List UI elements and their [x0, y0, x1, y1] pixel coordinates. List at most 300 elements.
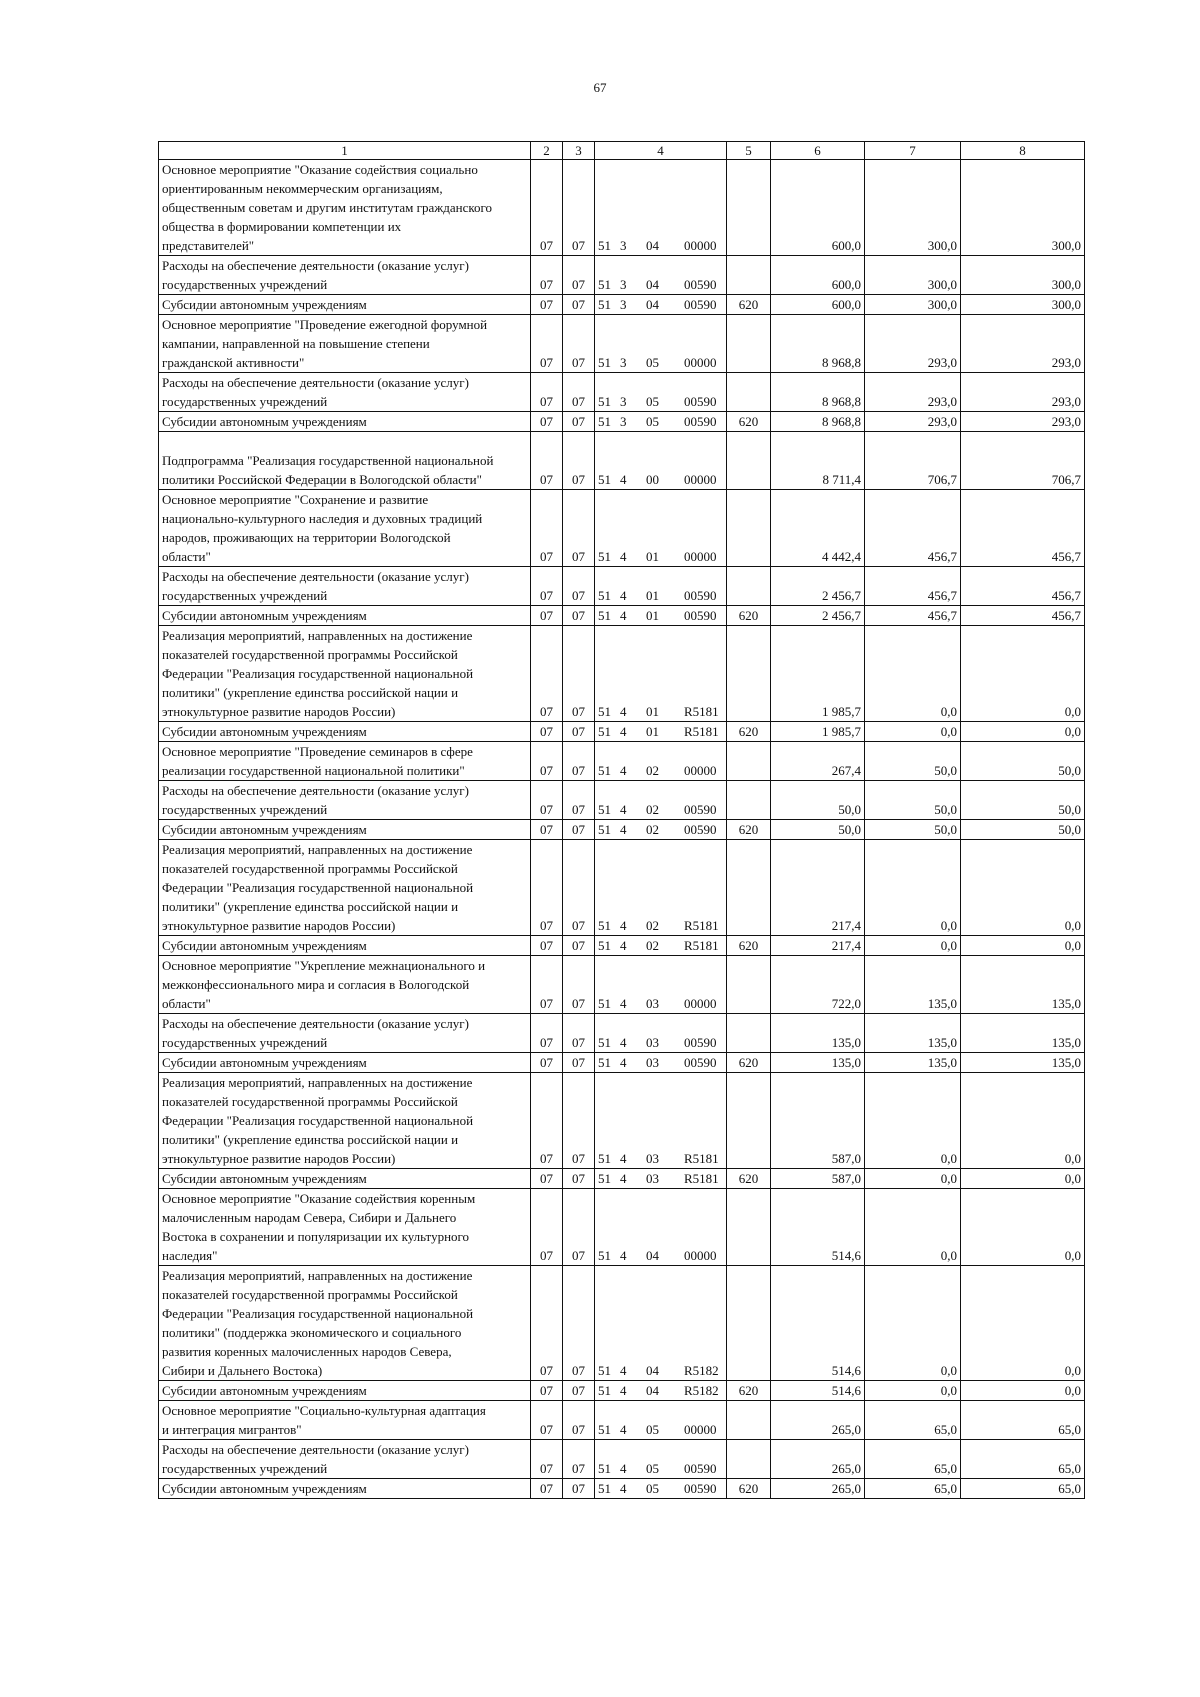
expense-type-code [727, 1073, 771, 1169]
event-code: 03 [646, 1035, 659, 1050]
header-col-3: 3 [563, 142, 595, 160]
event-code: 04 [646, 238, 659, 253]
amount-col-8: 0,0 [961, 1381, 1085, 1401]
program-code: 51 [598, 588, 611, 603]
section-code: 07 [531, 1053, 563, 1073]
subsection-code: 07 [563, 373, 595, 412]
table-row [159, 1189, 1085, 1266]
subsection-code: 07 [563, 840, 595, 936]
row-description: Субсидии автономным учреждениям [159, 1381, 531, 1401]
table-row [159, 567, 1085, 606]
section-code: 07 [531, 1440, 563, 1479]
section-code: 07 [531, 1401, 563, 1440]
table-row [159, 256, 1085, 295]
subsection-code: 07 [563, 1479, 595, 1499]
expense-code: 00590 [684, 1035, 717, 1050]
section-code: 07 [531, 160, 563, 256]
section-code: 07 [531, 840, 563, 936]
program-code: 51 [598, 277, 611, 292]
amount-col-6: 587,0 [771, 1073, 865, 1169]
amount-col-6: 265,0 [771, 1440, 865, 1479]
row-description: Реализация мероприятий, направленных на достижение показателей государственной программы Российской Федерации "Реализация государственной национальной политики" (поддержка экономического и социального развития коренных малочисленных народов Севера, Сибири и Дальнего Востока) [159, 1266, 531, 1381]
amount-col-6: 8 968,8 [771, 373, 865, 412]
subsection-code: 07 [563, 606, 595, 626]
expense-code: 00590 [684, 394, 717, 409]
amount-col-6: 722,0 [771, 956, 865, 1014]
target-article-code [595, 742, 727, 781]
amount-col-6: 514,6 [771, 1381, 865, 1401]
expense-code: R5181 [684, 938, 719, 953]
target-article-code [595, 295, 727, 315]
section-code: 07 [531, 567, 563, 606]
section-code: 07 [531, 626, 563, 722]
expense-type-code: 620 [727, 820, 771, 840]
amount-col-7: 0,0 [865, 1189, 961, 1266]
subsection-code: 07 [563, 1381, 595, 1401]
subprogram-code: 3 [620, 414, 627, 429]
event-code: 03 [646, 1055, 659, 1070]
subsection-code: 07 [563, 1073, 595, 1169]
row-description: Основное мероприятие "Проведение семинаров в сфере реализации государственной национальной политики" [159, 742, 531, 781]
amount-col-6: 8 711,4 [771, 432, 865, 490]
amount-col-6: 600,0 [771, 295, 865, 315]
target-article-code [595, 722, 727, 742]
amount-col-6: 265,0 [771, 1479, 865, 1499]
event-code: 05 [646, 355, 659, 370]
subprogram-code: 4 [620, 938, 627, 953]
row-description: Субсидии автономным учреждениям [159, 1169, 531, 1189]
target-article-code [595, 490, 727, 567]
subprogram-code: 4 [620, 996, 627, 1011]
subprogram-code: 3 [620, 238, 627, 253]
target-article-code [595, 936, 727, 956]
expense-type-code [727, 840, 771, 936]
header-col-7: 7 [865, 142, 961, 160]
subsection-code: 07 [563, 412, 595, 432]
target-article-code [595, 820, 727, 840]
section-code: 07 [531, 1014, 563, 1053]
event-code: 01 [646, 608, 659, 623]
table-body [159, 160, 1085, 1499]
subprogram-code: 4 [620, 763, 627, 778]
amount-col-7: 0,0 [865, 840, 961, 936]
amount-col-7: 0,0 [865, 936, 961, 956]
row-description: Основное мероприятие "Социально-культурная адаптация и интеграция мигрантов" [159, 1401, 531, 1440]
expense-code: 00590 [684, 802, 717, 817]
amount-col-7: 0,0 [865, 1266, 961, 1381]
amount-col-8: 0,0 [961, 626, 1085, 722]
subsection-code: 07 [563, 1053, 595, 1073]
table-row [159, 373, 1085, 412]
subsection-code: 07 [563, 315, 595, 373]
row-description: Расходы на обеспечение деятельности (оказание услуг) государственных учреждений [159, 567, 531, 606]
row-description: Основное мероприятие "Проведение ежегодной форумной кампании, направленной на повышение степени гражданской активности" [159, 315, 531, 373]
amount-col-6: 8 968,8 [771, 315, 865, 373]
target-article-code [595, 1053, 727, 1073]
amount-col-8: 300,0 [961, 160, 1085, 256]
expense-type-code [727, 432, 771, 490]
expense-type-code [727, 956, 771, 1014]
expense-code: 00000 [684, 355, 717, 370]
table-row [159, 840, 1085, 936]
amount-col-7: 50,0 [865, 781, 961, 820]
header-col-4: 4 [595, 142, 727, 160]
expense-code: R5181 [684, 704, 719, 719]
target-article-code [595, 626, 727, 722]
amount-col-8: 300,0 [961, 256, 1085, 295]
table-row [159, 490, 1085, 567]
target-article-code [595, 256, 727, 295]
expense-type-code: 620 [727, 295, 771, 315]
event-code: 03 [646, 1151, 659, 1166]
row-description: Подпрограмма "Реализация государственной национальной политики Российской Федерации в Вологодской области" [159, 432, 531, 490]
table-row [159, 1479, 1085, 1499]
amount-col-6: 514,6 [771, 1266, 865, 1381]
amount-col-7: 706,7 [865, 432, 961, 490]
subprogram-code: 3 [620, 394, 627, 409]
program-code: 51 [598, 608, 611, 623]
row-description: Основное мероприятие "Сохранение и развитие национально-культурного наследия и духовных традиций народов, проживающих на территории Вологодской области" [159, 490, 531, 567]
subprogram-code: 4 [620, 1383, 627, 1398]
amount-col-8: 0,0 [961, 1266, 1085, 1381]
amount-col-7: 0,0 [865, 1381, 961, 1401]
header-col-1: 1 [159, 142, 531, 160]
row-description: Расходы на обеспечение деятельности (оказание услуг) государственных учреждений [159, 1014, 531, 1053]
expense-type-code: 620 [727, 1479, 771, 1499]
row-description: Субсидии автономным учреждениям [159, 295, 531, 315]
row-description: Расходы на обеспечение деятельности (оказание услуг) государственных учреждений [159, 256, 531, 295]
section-code: 07 [531, 315, 563, 373]
amount-col-8: 65,0 [961, 1401, 1085, 1440]
event-code: 02 [646, 918, 659, 933]
table-row [159, 315, 1085, 373]
subsection-code: 07 [563, 1189, 595, 1266]
target-article-code [595, 315, 727, 373]
event-code: 05 [646, 414, 659, 429]
expense-code: 00000 [684, 472, 717, 487]
amount-col-8: 50,0 [961, 781, 1085, 820]
amount-col-6: 4 442,4 [771, 490, 865, 567]
table-row [159, 412, 1085, 432]
row-description: Субсидии автономным учреждениям [159, 820, 531, 840]
target-article-code [595, 1479, 727, 1499]
subprogram-code: 4 [620, 608, 627, 623]
row-description: Расходы на обеспечение деятельности (оказание услуг) государственных учреждений [159, 781, 531, 820]
section-code: 07 [531, 722, 563, 742]
amount-col-6: 2 456,7 [771, 606, 865, 626]
subsection-code: 07 [563, 1014, 595, 1053]
section-code: 07 [531, 742, 563, 781]
expense-type-code [727, 742, 771, 781]
amount-col-7: 300,0 [865, 295, 961, 315]
row-description: Реализация мероприятий, направленных на достижение показателей государственной программы Российской Федерации "Реализация государственной национальной политики" (укрепление единства российской нации и этнокультурное развитие народов России) [159, 1073, 531, 1169]
row-description: Субсидии автономным учреждениям [159, 1479, 531, 1499]
expense-code: 00590 [684, 822, 717, 837]
row-description: Основное мероприятие "Оказание содействия социально ориентированным некоммерческим организациям, общественным советам и другим институтам гражданского общества в формировании компетенции их представителей" [159, 160, 531, 256]
subprogram-code: 4 [620, 918, 627, 933]
subsection-code: 07 [563, 742, 595, 781]
row-description: Субсидии автономным учреждениям [159, 722, 531, 742]
expense-type-code [727, 1440, 771, 1479]
table-row [159, 295, 1085, 315]
event-code: 04 [646, 277, 659, 292]
target-article-code [595, 160, 727, 256]
expense-type-code [727, 160, 771, 256]
amount-col-6: 600,0 [771, 160, 865, 256]
event-code: 02 [646, 822, 659, 837]
amount-col-8: 65,0 [961, 1479, 1085, 1499]
budget-table [158, 141, 1085, 1499]
subprogram-code: 4 [620, 1461, 627, 1476]
subprogram-code: 3 [620, 355, 627, 370]
event-code: 05 [646, 1422, 659, 1437]
expense-code: 00000 [684, 1248, 717, 1263]
amount-col-8: 456,7 [961, 567, 1085, 606]
section-code: 07 [531, 936, 563, 956]
subprogram-code: 4 [620, 704, 627, 719]
expense-code: 00590 [684, 1461, 717, 1476]
target-article-code [595, 1440, 727, 1479]
event-code: 02 [646, 763, 659, 778]
program-code: 51 [598, 802, 611, 817]
section-code: 07 [531, 256, 563, 295]
amount-col-7: 0,0 [865, 722, 961, 742]
section-code: 07 [531, 1169, 563, 1189]
program-code: 51 [598, 724, 611, 739]
subprogram-code: 4 [620, 549, 627, 564]
program-code: 51 [598, 938, 611, 953]
amount-col-6: 135,0 [771, 1014, 865, 1053]
target-article-code [595, 1401, 727, 1440]
target-article-code [595, 1266, 727, 1381]
subsection-code: 07 [563, 936, 595, 956]
table-row [159, 1014, 1085, 1053]
event-code: 01 [646, 724, 659, 739]
event-code: 02 [646, 938, 659, 953]
table-row [159, 1401, 1085, 1440]
subprogram-code: 3 [620, 297, 627, 312]
expense-type-code [727, 626, 771, 722]
amount-col-7: 456,7 [865, 567, 961, 606]
header-col-5: 5 [727, 142, 771, 160]
row-description: Субсидии автономным учреждениям [159, 412, 531, 432]
amount-col-8: 0,0 [961, 840, 1085, 936]
page-number: 67 [593, 80, 607, 95]
amount-col-8: 293,0 [961, 373, 1085, 412]
subprogram-code: 4 [620, 1481, 627, 1496]
event-code: 00 [646, 472, 659, 487]
target-article-code [595, 840, 727, 936]
amount-col-8: 0,0 [961, 722, 1085, 742]
section-code: 07 [531, 781, 563, 820]
expense-type-code: 620 [727, 1053, 771, 1073]
amount-col-7: 293,0 [865, 412, 961, 432]
section-code: 07 [531, 956, 563, 1014]
amount-col-6: 600,0 [771, 256, 865, 295]
subprogram-code: 4 [620, 588, 627, 603]
section-code: 07 [531, 1381, 563, 1401]
expense-code: 00590 [684, 277, 717, 292]
amount-col-7: 65,0 [865, 1479, 961, 1499]
amount-col-7: 65,0 [865, 1401, 961, 1440]
target-article-code [595, 606, 727, 626]
expense-type-code: 620 [727, 1381, 771, 1401]
program-code: 51 [598, 549, 611, 564]
amount-col-7: 300,0 [865, 256, 961, 295]
subsection-code: 07 [563, 1401, 595, 1440]
subsection-code: 07 [563, 1440, 595, 1479]
table-row [159, 1440, 1085, 1479]
expense-code: 00000 [684, 1422, 717, 1437]
event-code: 05 [646, 394, 659, 409]
program-code: 51 [598, 1151, 611, 1166]
subsection-code: 07 [563, 256, 595, 295]
subprogram-code: 4 [620, 802, 627, 817]
target-article-code [595, 1169, 727, 1189]
program-code: 51 [598, 918, 611, 933]
program-code: 51 [598, 1481, 611, 1496]
amount-col-6: 267,4 [771, 742, 865, 781]
amount-col-7: 0,0 [865, 626, 961, 722]
expense-code: 00590 [684, 1481, 717, 1496]
expense-type-code [727, 1401, 771, 1440]
amount-col-8: 706,7 [961, 432, 1085, 490]
program-code: 51 [598, 1422, 611, 1437]
table-row [159, 1053, 1085, 1073]
table-row [159, 606, 1085, 626]
program-code: 51 [598, 1363, 611, 1378]
table-row [159, 1073, 1085, 1169]
expense-code: 00590 [684, 1055, 717, 1070]
expense-type-code [727, 781, 771, 820]
expense-code: 00000 [684, 763, 717, 778]
table-row [159, 1266, 1085, 1381]
program-code: 51 [598, 472, 611, 487]
table-row [159, 626, 1085, 722]
expense-type-code [727, 256, 771, 295]
amount-col-8: 65,0 [961, 1440, 1085, 1479]
expense-type-code [727, 567, 771, 606]
amount-col-8: 0,0 [961, 936, 1085, 956]
program-code: 51 [598, 355, 611, 370]
amount-col-6: 514,6 [771, 1189, 865, 1266]
amount-col-7: 135,0 [865, 1014, 961, 1053]
amount-col-8: 135,0 [961, 956, 1085, 1014]
amount-col-8: 0,0 [961, 1073, 1085, 1169]
subsection-code: 07 [563, 626, 595, 722]
amount-col-7: 135,0 [865, 956, 961, 1014]
amount-col-7: 0,0 [865, 1169, 961, 1189]
section-code: 07 [531, 295, 563, 315]
amount-col-8: 456,7 [961, 606, 1085, 626]
amount-col-6: 50,0 [771, 820, 865, 840]
amount-col-6: 265,0 [771, 1401, 865, 1440]
expense-type-code: 620 [727, 412, 771, 432]
table-row [159, 1169, 1085, 1189]
amount-col-7: 135,0 [865, 1053, 961, 1073]
subprogram-code: 4 [620, 1151, 627, 1166]
program-code: 51 [598, 1171, 611, 1186]
subprogram-code: 4 [620, 822, 627, 837]
target-article-code [595, 1073, 727, 1169]
table-row [159, 956, 1085, 1014]
amount-col-6: 217,4 [771, 936, 865, 956]
amount-col-6: 217,4 [771, 840, 865, 936]
subprogram-code: 4 [620, 1363, 627, 1378]
event-code: 04 [646, 1248, 659, 1263]
expense-type-code: 620 [727, 722, 771, 742]
program-code: 51 [598, 996, 611, 1011]
subsection-code: 07 [563, 432, 595, 490]
subsection-code: 07 [563, 1169, 595, 1189]
expense-code: R5182 [684, 1383, 719, 1398]
subprogram-code: 4 [620, 472, 627, 487]
table-row [159, 820, 1085, 840]
target-article-code [595, 567, 727, 606]
subsection-code: 07 [563, 160, 595, 256]
program-code: 51 [598, 763, 611, 778]
row-description: Основное мероприятие "Оказание содействия коренным малочисленным народам Севера, Сибири и Дальнего Востока в сохранении и популяризации их культурного наследия" [159, 1189, 531, 1266]
expense-code: 00590 [684, 588, 717, 603]
row-description: Реализация мероприятий, направленных на достижение показателей государственной программы Российской Федерации "Реализация государственной национальной политики" (укрепление единства российской нации и этнокультурное развитие народов России) [159, 840, 531, 936]
amount-col-6: 2 456,7 [771, 567, 865, 606]
program-code: 51 [598, 1461, 611, 1476]
header-col-2: 2 [531, 142, 563, 160]
target-article-code [595, 781, 727, 820]
amount-col-7: 293,0 [865, 315, 961, 373]
program-code: 51 [598, 414, 611, 429]
subsection-code: 07 [563, 820, 595, 840]
expense-type-code: 620 [727, 936, 771, 956]
expense-type-code [727, 315, 771, 373]
expense-type-code: 620 [727, 1169, 771, 1189]
expense-code: 00000 [684, 238, 717, 253]
section-code: 07 [531, 412, 563, 432]
program-code: 51 [598, 704, 611, 719]
amount-col-8: 135,0 [961, 1014, 1085, 1053]
target-article-code [595, 1189, 727, 1266]
amount-col-6: 50,0 [771, 781, 865, 820]
program-code: 51 [598, 238, 611, 253]
subsection-code: 07 [563, 1266, 595, 1381]
expense-code: R5181 [684, 1171, 719, 1186]
event-code: 04 [646, 1363, 659, 1378]
table-row [159, 160, 1085, 256]
section-code: 07 [531, 432, 563, 490]
event-code: 01 [646, 549, 659, 564]
subsection-code: 07 [563, 567, 595, 606]
amount-col-7: 50,0 [865, 820, 961, 840]
expense-type-code [727, 490, 771, 567]
amount-col-7: 456,7 [865, 606, 961, 626]
table-row [159, 936, 1085, 956]
amount-col-6: 8 968,8 [771, 412, 865, 432]
row-description: Расходы на обеспечение деятельности (оказание услуг) государственных учреждений [159, 1440, 531, 1479]
expense-code: R5181 [684, 724, 719, 739]
amount-col-8: 0,0 [961, 1189, 1085, 1266]
amount-col-8: 50,0 [961, 742, 1085, 781]
target-article-code [595, 373, 727, 412]
section-code: 07 [531, 820, 563, 840]
subsection-code: 07 [563, 781, 595, 820]
expense-code: 00590 [684, 608, 717, 623]
amount-col-6: 135,0 [771, 1053, 865, 1073]
expense-type-code [727, 1014, 771, 1053]
header-col-8: 8 [961, 142, 1085, 160]
subprogram-code: 4 [620, 1422, 627, 1437]
event-code: 03 [646, 996, 659, 1011]
expense-code: 00000 [684, 549, 717, 564]
